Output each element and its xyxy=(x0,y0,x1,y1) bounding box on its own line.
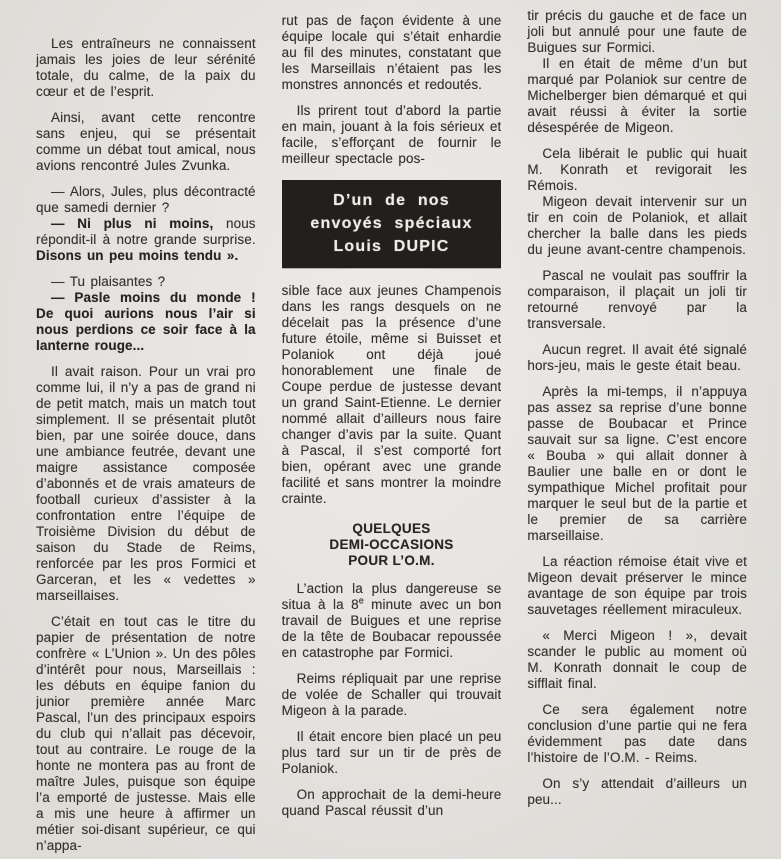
article-paragraph xyxy=(282,671,502,719)
text-segment: Cela libérait le public qui huait M. Konrath et revigorait les Rémois. xyxy=(527,146,748,193)
text-segment: sible face aux jeunes Champenois dans les rangs desquels on ne décelait pas la présence d’une future étoile, même si Buisset et Polaniok ont déjà joué honorablement une finale de Coupe perdue de justesse devant un grand Saint-Etienne. Le dernier nommé allait d’ailleurs nous faire changer d’avis par la suite. Quant à Pascal, il s’est comporté fort bien, opérant avec une grande facilité et sans montrer la moindre crainte. xyxy=(281,283,502,506)
text-segment: Les entraîneurs ne connaissent jamais les joies de leur sérénité totale, du calme, de la paix du cœur et de l’esprit. xyxy=(36,36,256,99)
article-paragraph xyxy=(36,184,256,216)
text-segment: Il était encore bien placé un peu plus tard sur un tir de près de Polaniok. xyxy=(281,729,502,776)
correspondent-byline-box xyxy=(282,180,502,268)
section-subhead xyxy=(282,521,502,569)
article-column-right xyxy=(527,0,747,859)
subhead-line: POUR L’O.M. xyxy=(348,553,435,568)
text-segment: C’était en tout cas le titre du papier de présentation de notre confrère « L’Union ». Un des pôles d’intérêt pour nous, Marseillais : les débuts en équipe fanion du junior première année Marc Pascal, l’un des principaux espoirs du club qui n’allait pas décevoir, tout au contraire. Le rouge de la honte ne montera pas au front de maître Jules, puisque son équipe l’a emporté de justesse. Mais elle a mis une heure à affirmer un métier soi-disant supérieur, ce qui n’appa- xyxy=(36,614,256,853)
article-column-middle xyxy=(282,0,502,859)
text-segment: Ils prirent tout d’abord la partie en main, jouant à la fois sérieux et facile, s’efforçant de fournir le meilleur spectacle pos- xyxy=(281,103,502,166)
article-paragraph xyxy=(527,384,747,544)
article-paragraph xyxy=(36,290,256,354)
byline-box-line: envoyés spéciaux xyxy=(310,215,473,232)
text-segment: Migeon devait intervenir sur un tir en coin de Polaniok, et allait chercher la balle dans les pieds du jeune avant-centre champenois. xyxy=(527,194,748,257)
text-segment: Ce sera également notre conclusion d’une partie qui ne fera évidemment pas date dans l’histoire de l’O.M. - Reims. xyxy=(527,702,748,765)
article-paragraph xyxy=(527,8,747,56)
article-paragraph xyxy=(527,702,747,766)
text-segment: nous répondit-il à notre grande surprise. xyxy=(36,216,256,247)
byline-box-line: D’un de nos xyxy=(333,192,450,209)
text-segment: minute avec un bon travail de Buigues et une reprise de la tête de Boubacar repoussée en catastrophe par Formici. xyxy=(281,597,502,660)
article-paragraph xyxy=(527,56,747,136)
article-paragraph xyxy=(527,342,747,374)
text-segment: La réaction rémoise était vive et Migeon devait préserver le mince avantage de son équipe par trois sauvetages réellement miraculeux. xyxy=(527,554,748,617)
article-paragraph xyxy=(36,36,256,100)
superscript-segment: e xyxy=(358,595,364,606)
text-segment: On approchait de la demi-heure quand Pascal réussit d’un xyxy=(281,787,502,818)
article-column-left xyxy=(36,0,256,859)
bold-text-segment: Disons un peu moins tendu ». xyxy=(36,248,239,263)
article-paragraph xyxy=(282,729,502,777)
subhead-line: QUELQUES xyxy=(352,521,431,536)
article-paragraph xyxy=(36,110,256,174)
article-paragraph xyxy=(527,776,747,808)
article-paragraph xyxy=(282,103,502,167)
text-segment: — Tu plaisantes ? xyxy=(51,274,166,289)
text-segment: On s’y attendait d’ailleurs un peu... xyxy=(527,776,748,807)
text-segment: Il en était de même d’un but marqué par Polaniok sur centre de Michelberger bien démarqué et qui avait réussi à éviter la sortie désespérée de Migeon. xyxy=(527,56,748,135)
byline-box-line: Louis DUPIC xyxy=(333,238,450,255)
text-segment: tir précis du gauche et de face un joli but annulé pour une faute de Buigues sur Formici. xyxy=(527,8,748,55)
article-paragraph xyxy=(36,216,256,264)
text-segment: Aucun regret. Il avait été signalé hors-jeu, mais le geste était beau. xyxy=(527,342,748,373)
article-paragraph xyxy=(527,146,747,194)
text-segment: Ainsi, avant cette rencontre sans enjeu, qui se présentait comme un débat tout amical, nous avions rencontré Jules Zvunka. xyxy=(36,110,256,173)
text-segment: Après la mi-temps, il n’appuya pas assez sa reprise d’une bonne passe de Boubacar et Prince sauvait sur sa ligne. C’est encore « Bouba » qui allait donner à Baulier une balle en or dont le sympathique Michel profitait pour marquer le seul but de la partie et le premier de sa carrière marseillaise. xyxy=(527,384,748,543)
bold-text-segment: — Ni plus ni moins, xyxy=(51,216,226,231)
text-segment: L’action la plus dangereuse se situa à la 8 xyxy=(281,581,502,612)
text-segment: rut pas de façon évidente à une équipe locale qui s’était enhardie au fil des minutes, constatant que les Marseillais n’étaient pas les monstres annoncés et redoutés. xyxy=(281,13,502,92)
text-segment: Reims répliquait par une reprise de volée de Schaller qui trouvait Migeon à la parade. xyxy=(281,671,502,718)
text-segment: « Merci Migeon ! », devait scander le public au moment où M. Konrath donnait le coup de sifflait final. xyxy=(527,628,748,691)
bold-text-segment: — Pasle moins du monde ! De quoi aurions nous l’air si nous perdions ce soir face à la lanterne rouge... xyxy=(36,290,256,353)
article-paragraph xyxy=(36,274,256,290)
article-paragraph xyxy=(282,581,502,661)
subhead-line: DEMI-OCCASIONS xyxy=(329,537,454,552)
article-paragraph xyxy=(527,554,747,618)
article-paragraph xyxy=(36,614,256,854)
article-paragraph xyxy=(527,628,747,692)
text-segment: Pascal ne voulait pas souffrir la comparaison, il plaçait un joli tir retourné renvoyé par la transversale. xyxy=(527,268,748,331)
article-paragraph xyxy=(36,364,256,604)
article-paragraph xyxy=(282,787,502,819)
article-paragraph xyxy=(282,13,502,93)
article-paragraph xyxy=(527,268,747,332)
article-paragraph xyxy=(282,283,502,507)
text-segment: Il avait raison. Pour un vrai pro comme lui, il n’y a pas de grand ni de petit match, mais un match tout simplement. Il se présentait plutôt bien, par une soirée douce, dans une ambiance feutrée, devant une maigre assistance composée d’abonnés et de vrais amateurs de football curieux d’assister à la confrontation entre l’équipe de Troisième Division du début de saison du Stade de Reims, renforcée par les pros Formici et Garceran, et les « vedettes » marseillaises. xyxy=(36,364,256,603)
text-segment: — Alors, Jules, plus décontracté que samedi dernier ? xyxy=(36,184,256,215)
article-paragraph xyxy=(527,194,747,258)
